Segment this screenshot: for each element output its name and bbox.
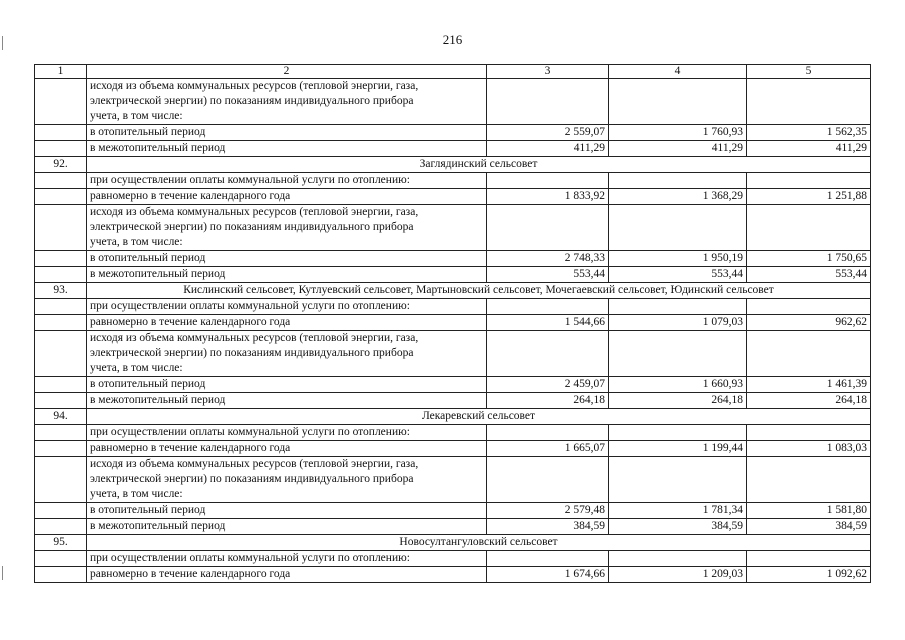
value-col-5: 1 581,80 (747, 503, 871, 519)
value-col-5: 962,62 (747, 315, 871, 331)
value-col-4: 1 079,03 (609, 315, 747, 331)
column-header: 2 (87, 65, 487, 79)
value-col-4: 1 950,19 (609, 251, 747, 267)
table-row (35, 393, 871, 409)
value-col-3: 1 544,66 (487, 315, 609, 331)
value-col-4: 384,59 (609, 519, 747, 535)
description-line: исходя из объема коммунальных ресурсов (тепловой энергии, газа, (90, 206, 419, 218)
value-col-5 (747, 299, 871, 315)
row-description: равномерно в течение календарного года (87, 441, 487, 457)
row-description: в межотопительный период (87, 267, 487, 283)
row-description: в отопительный период (87, 251, 487, 267)
value-col-4: 264,18 (609, 393, 747, 409)
table-row (35, 173, 871, 189)
value-col-3: 411,29 (487, 141, 609, 157)
left-margin-mark (2, 566, 3, 580)
value-col-3: 264,18 (487, 393, 609, 409)
column-header: 5 (747, 65, 871, 79)
description-line: электрической энергии) по показаниям индивидуального прибора (90, 347, 414, 359)
table-row (35, 267, 871, 283)
row-description: равномерно в течение календарного года (87, 189, 487, 205)
row-description (87, 79, 487, 125)
value-col-5: 1 251,88 (747, 189, 871, 205)
row-number: 93. (35, 283, 87, 299)
value-col-4: 1 199,44 (609, 441, 747, 457)
description-line: учета, в том числе: (90, 488, 183, 500)
row-number (35, 205, 87, 251)
row-number (35, 457, 87, 503)
value-cell (747, 331, 871, 377)
row-number (35, 251, 87, 267)
row-number (35, 441, 87, 457)
section-title: Лекаревский сельсовет (87, 409, 871, 425)
row-description: при осуществлении оплаты коммунальной услуги по отоплению: (87, 173, 487, 189)
row-number (35, 189, 87, 205)
row-number (35, 551, 87, 567)
row-number (35, 315, 87, 331)
value-col-4: 553,44 (609, 267, 747, 283)
left-margin-mark (2, 36, 3, 50)
value-col-4 (609, 299, 747, 315)
description-line: исходя из объема коммунальных ресурсов (тепловой энергии, газа, (90, 80, 419, 92)
data-table (34, 64, 871, 583)
row-description: в межотопительный период (87, 519, 487, 535)
row-description: в отопительный период (87, 503, 487, 519)
table-row (35, 251, 871, 267)
value-cell (487, 205, 609, 251)
value-col-5: 553,44 (747, 267, 871, 283)
description-line: электрической энергии) по показаниям индивидуального прибора (90, 473, 414, 485)
row-description: при осуществлении оплаты коммунальной услуги по отоплению: (87, 299, 487, 315)
value-cell (609, 457, 747, 503)
value-col-3: 1 833,92 (487, 189, 609, 205)
table-row (35, 125, 871, 141)
section-title: Кислинский сельсовет, Кутлуевский сельсовет, Мартыновский сельсовет, Мочегаевский сельсовет, Юдинский сельсовет (87, 283, 871, 299)
row-number: 95. (35, 535, 87, 551)
value-col-4 (609, 425, 747, 441)
value-col-3 (487, 425, 609, 441)
row-number: 94. (35, 409, 87, 425)
table-row (35, 141, 871, 157)
value-col-5: 1 750,65 (747, 251, 871, 267)
row-number (35, 331, 87, 377)
row-number: 92. (35, 157, 87, 173)
value-cell (487, 331, 609, 377)
row-description (87, 205, 487, 251)
value-col-4: 411,29 (609, 141, 747, 157)
tariff-table (34, 64, 870, 583)
value-col-4: 1 209,03 (609, 567, 747, 583)
section-title: Новосултангуловский сельсовет (87, 535, 871, 551)
value-col-5 (747, 173, 871, 189)
value-col-4: 1 760,93 (609, 125, 747, 141)
row-number (35, 267, 87, 283)
value-col-3: 1 665,07 (487, 441, 609, 457)
row-number (35, 503, 87, 519)
value-col-5 (747, 551, 871, 567)
description-line: учета, в том числе: (90, 236, 183, 248)
value-col-5: 384,59 (747, 519, 871, 535)
table-row (35, 205, 871, 251)
value-cell (747, 457, 871, 503)
row-description: в отопительный период (87, 377, 487, 393)
value-col-3: 2 579,48 (487, 503, 609, 519)
row-description: в межотопительный период (87, 393, 487, 409)
row-number (35, 79, 87, 125)
section-row (35, 535, 871, 551)
table-row (35, 299, 871, 315)
value-col-5: 1 461,39 (747, 377, 871, 393)
section-title: Заглядинский сельсовет (87, 157, 871, 173)
value-col-3: 1 674,66 (487, 567, 609, 583)
table-row (35, 457, 871, 503)
value-col-3: 384,59 (487, 519, 609, 535)
column-header: 4 (609, 65, 747, 79)
table-row (35, 315, 871, 331)
value-cell (487, 457, 609, 503)
value-col-5: 1 083,03 (747, 441, 871, 457)
table-row (35, 519, 871, 535)
value-col-3: 2 459,07 (487, 377, 609, 393)
value-cell (609, 205, 747, 251)
value-col-3 (487, 551, 609, 567)
page-number: 216 (442, 32, 463, 47)
row-description: равномерно в течение календарного года (87, 315, 487, 331)
value-col-3 (487, 299, 609, 315)
value-cell (609, 331, 747, 377)
row-description: в отопительный период (87, 125, 487, 141)
table-row (35, 425, 871, 441)
row-description (87, 457, 487, 503)
value-col-3: 2 559,07 (487, 125, 609, 141)
row-number (35, 377, 87, 393)
table-header-row (35, 65, 871, 79)
row-description: в межотопительный период (87, 141, 487, 157)
value-col-3: 553,44 (487, 267, 609, 283)
row-number (35, 125, 87, 141)
row-description: равномерно в течение календарного года (87, 567, 487, 583)
column-header: 1 (35, 65, 87, 79)
value-col-5 (747, 425, 871, 441)
row-number (35, 425, 87, 441)
value-cell (487, 79, 609, 125)
section-row (35, 409, 871, 425)
table-row (35, 79, 871, 125)
row-description: при осуществлении оплаты коммунальной услуги по отоплению: (87, 425, 487, 441)
value-cell (747, 79, 871, 125)
value-cell (609, 79, 747, 125)
description-line: учета, в том числе: (90, 110, 183, 122)
value-col-4: 1 660,93 (609, 377, 747, 393)
description-line: электрической энергии) по показаниям индивидуального прибора (90, 95, 414, 107)
section-row (35, 283, 871, 299)
row-number (35, 393, 87, 409)
value-col-3: 2 748,33 (487, 251, 609, 267)
value-col-5: 264,18 (747, 393, 871, 409)
row-number (35, 299, 87, 315)
value-col-5: 1 092,62 (747, 567, 871, 583)
row-number (35, 567, 87, 583)
value-col-3 (487, 173, 609, 189)
description-line: исходя из объема коммунальных ресурсов (тепловой энергии, газа, (90, 332, 419, 344)
table-row (35, 331, 871, 377)
table-row (35, 189, 871, 205)
table-row (35, 377, 871, 393)
description-line: электрической энергии) по показаниям индивидуального прибора (90, 221, 414, 233)
value-col-5: 411,29 (747, 141, 871, 157)
value-col-4 (609, 551, 747, 567)
row-number (35, 519, 87, 535)
table-row (35, 551, 871, 567)
description-line: исходя из объема коммунальных ресурсов (тепловой энергии, газа, (90, 458, 419, 470)
description-line: учета, в том числе: (90, 362, 183, 374)
value-cell (747, 205, 871, 251)
table-row (35, 441, 871, 457)
row-description (87, 331, 487, 377)
column-header: 3 (487, 65, 609, 79)
value-col-4: 1 781,34 (609, 503, 747, 519)
row-number (35, 173, 87, 189)
table-row (35, 567, 871, 583)
value-col-5: 1 562,35 (747, 125, 871, 141)
row-description: при осуществлении оплаты коммунальной услуги по отоплению: (87, 551, 487, 567)
row-number (35, 141, 87, 157)
table-row (35, 503, 871, 519)
section-row (35, 157, 871, 173)
value-col-4: 1 368,29 (609, 189, 747, 205)
value-col-4 (609, 173, 747, 189)
